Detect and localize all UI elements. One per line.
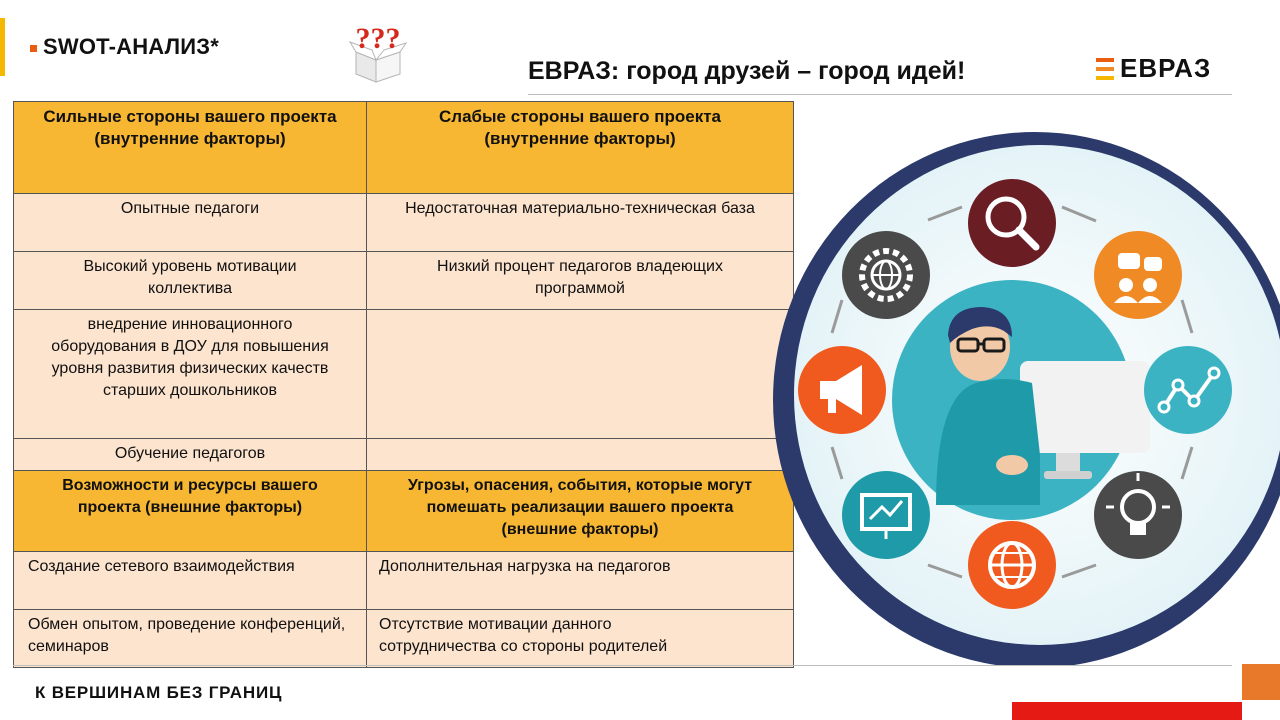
magnifier-icon: [968, 179, 1056, 267]
weakness-cell: [367, 310, 794, 439]
megaphone-icon: [798, 346, 886, 434]
strength-cell: Обучение педагогов: [14, 439, 367, 471]
analytics-icon: [1144, 346, 1232, 434]
teamwork-illustration: [750, 125, 1280, 665]
threats-header: Угрозы, опасения, события, которые могут помешать реализации вашего проекта (внешние факторы): [367, 471, 794, 552]
lightbulb-icon: [1094, 471, 1182, 559]
page-title: SWOT-АНАЛИЗ*: [43, 34, 220, 59]
opportunities-header: Возможности и ресурсы вашего проекта (внешние факторы): [14, 471, 367, 552]
weakness-cell: Недостаточная материально-техническая база: [367, 194, 794, 252]
threat-cell: Отсутствие мотивации данного сотрудничества со стороны родителей: [367, 610, 794, 668]
title-block: [30, 34, 219, 60]
strength-cell: Высокий уровень мотивации коллектива: [14, 252, 367, 310]
corner-accent-bar: [1012, 702, 1242, 720]
logo-mark-icon: [1096, 58, 1114, 80]
table-row: [14, 252, 794, 310]
table-row: [14, 439, 794, 471]
table-row: [14, 102, 794, 194]
bottom-divider: [13, 665, 1232, 666]
opportunity-cell: Обмен опытом, проведение конференций, семинаров: [14, 610, 367, 668]
top-divider: [528, 94, 1232, 95]
swot-table: [13, 101, 794, 668]
table-row: [14, 471, 794, 552]
question-box-icon: [342, 12, 414, 84]
table-row: [14, 610, 794, 668]
evraz-logo: [1096, 53, 1211, 84]
left-accent-bar: [0, 18, 5, 76]
opportunity-cell: Создание сетевого взаимодействия: [14, 552, 367, 610]
weaknesses-header: Слабые стороны вашего проекта (внутренние факторы): [367, 102, 794, 194]
weakness-cell: Низкий процент педагогов владеющих программой: [367, 252, 794, 310]
presentation-icon: [842, 471, 930, 559]
footer-slogan: К ВЕРШИНАМ БЕЗ ГРАНИЦ: [35, 683, 283, 702]
corner-accent-square: [1242, 664, 1280, 700]
title-bullet: [30, 45, 37, 52]
table-row: [14, 310, 794, 439]
gear-globe-icon: [842, 231, 930, 319]
strength-cell: внедрение инновационного оборудования в ДОУ для повышения уровня развития физических качеств старших дошкольников: [14, 310, 367, 439]
globe-icon: [968, 521, 1056, 609]
chat-people-icon: [1094, 231, 1182, 319]
table-row: [14, 194, 794, 252]
strengths-header: Сильные стороны вашего проекта (внутренние факторы): [14, 102, 367, 194]
slide-subtitle: ЕВРАЗ: город друзей – город идей!: [528, 57, 966, 85]
threat-cell: Дополнительная нагрузка на педагогов: [367, 552, 794, 610]
logo-text: ЕВРАЗ: [1120, 53, 1212, 83]
table-row: [14, 552, 794, 610]
weakness-cell: [367, 439, 794, 471]
strength-cell: Опытные педагоги: [14, 194, 367, 252]
svg-text:???: ???: [355, 22, 401, 55]
